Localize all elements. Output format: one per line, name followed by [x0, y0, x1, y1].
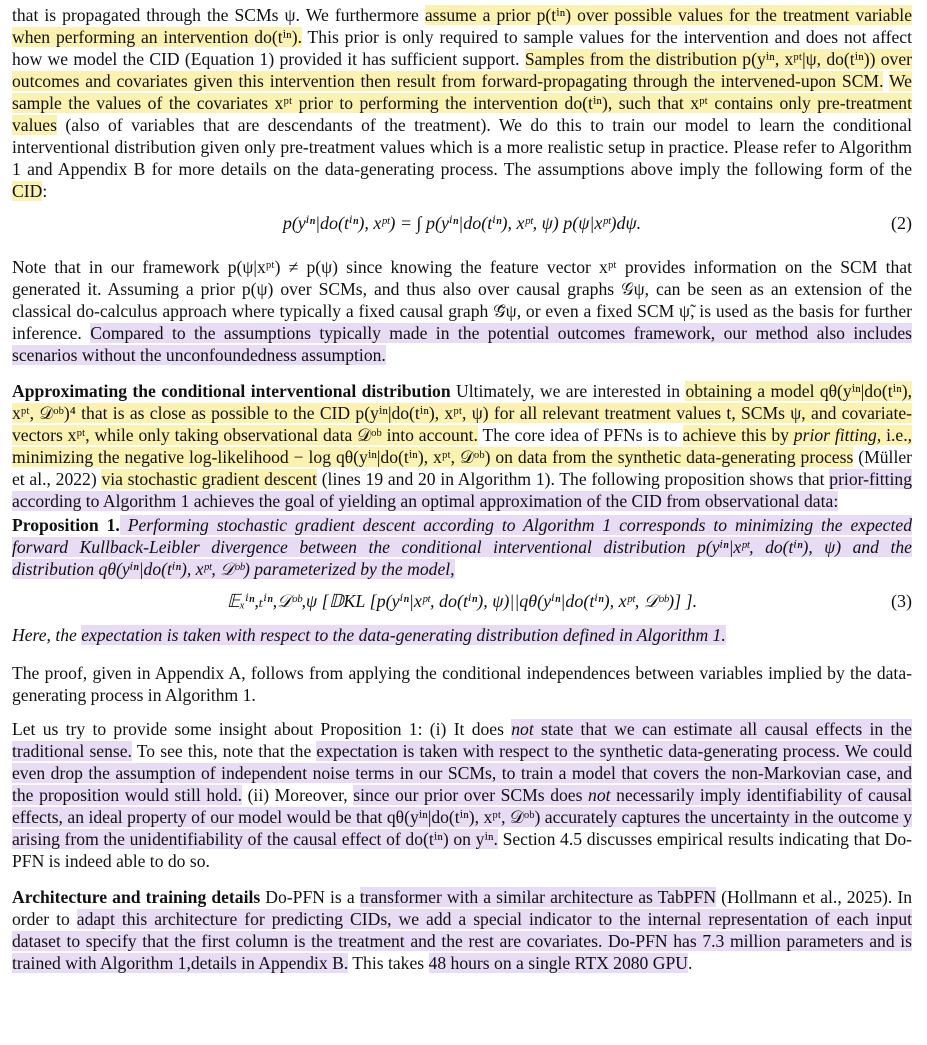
highlight-transformer: transformer with a similar architecture as TabPFN — [359, 887, 717, 907]
equation-3 — [12, 580, 912, 624]
highlight-sgd: via stochastic gradient descent — [101, 469, 317, 489]
equation-2-math: p(yⁱⁿ|do(tⁱⁿ), xᵖᵗ) = ∫ p(yⁱⁿ|do(tⁱⁿ), xᵖᵗ, ψ) p(ψ|xᵖᵗ)dψ. — [282, 213, 642, 233]
highlight-prior: assume a prior p(tⁱⁿ) over possible values for the treatment variable when performing an intervention do(tⁱⁿ). — [12, 5, 913, 47]
paragraph-propagation: that is propagated through the SCMs ψ. We furthermore assume a prior p(tⁱⁿ) over possible values for the treatment variable when performing an intervention do(tⁱⁿ). This prior is only required to sample values for the intervention and does not affect how we model the CID (Equation 1) provided it has sufficient support. Samples from the distribution p(yⁱⁿ, xᵖᵗ|ψ, do(tⁱⁿ)) over outcomes and covariates given this intervention then result from forward-propagating through the intervened-upon SCM. We sample the values of the covariates xᵖᵗ prior to performing the intervention do(tⁱⁿ), such that xᵖᵗ contains only pre-treatment values (also of variables that are descendants of the treatment). We do this to train our model to learn the conditional interventional distribution given only pre-treatment values which is a more realistic setup in practice. Please refer to Algorithm 1 and Appendix B for more details on the data-generating process. The assumptions above imply the following form of the CID: — [12, 5, 913, 201]
paragraph-insight: Let us try to provide some insight about Proposition 1: (i) It does not state that we can estimate all causal effects in the traditional sense. To see this, note that the expectation is taken with respect to the synthetic data-generating process. We could even drop the assumption of independent noise terms in our SCMs, to train a model that covers the non-Markovian case, and the proposition would still hold. (ii) Moreover, since our prior over SCMs does not necessarily imply identifiability of causal effects, an ideal property of our model would be that qθ(yⁱⁿ|do(tⁱⁿ), xᵖᵗ, 𝒟ᵒᵇ) accurately captures the uncertainty in the outcome y arising from the unidentifiability of the causal effect of do(tⁱⁿ) on yⁱⁿ. Section 4.5 discusses empirical results indicating that Do-PFN is indeed able to do so. — [12, 719, 913, 871]
equation-3-math: 𝔼ₓⁱⁿ,ₜⁱⁿ,𝒟ᵒᵇ,ψ [𝔻KL [p(yⁱⁿ|xᵖᵗ, do(tⁱⁿ), ψ)||qθ(yⁱⁿ|do(tⁱⁿ), xᵖᵗ, 𝒟ᵒᵇ)] ]. — [226, 591, 698, 611]
paragraph-expectation-note: Here, the expectation is taken with respect to the data-generating distribution defined in Algorithm 1. — [12, 625, 726, 645]
paragraph-architecture: Architecture and training details Do-PFN is a transformer with a similar architecture as TabPFN (Hollmann et al., 2025). In order to adapt this architecture for predicting CIDs, we add a special indicator to the internal representation of each input dataset to specify that the first column is the treatment and the rest are covariates. Do-PFN has 7.3 million parameters and is trained with Algorithm 1,details in Appendix B. This takes 48 hours on a single RTX 2080 GPU. — [12, 887, 912, 973]
highlight-samples: Samples from the distribution p(yⁱⁿ, xᵖᵗ|ψ, do(tⁱⁿ)) over outcomes and covariates given this intervention then result from forward-propagating through the intervened-upon SCM. — [12, 49, 912, 91]
highlight-gpu: 48 hours on a single RTX 2080 GPU — [428, 953, 688, 973]
section-heading-approximating: Approximating the conditional interventional distribution — [12, 381, 451, 401]
proposition-1 — [12, 514, 912, 580]
highlight-identifiability: necessarily imply identifiability of causal effects, an ideal property of our model would be that qθ(yⁱⁿ|do(tⁱⁿ), xᵖᵗ, 𝒟ᵒᵇ) accurately captures the uncertainty in the outcome y arising from the unidentifiability of the causal effect of do(tⁱⁿ) on yⁱⁿ. — [12, 785, 912, 849]
paper-page — [12, 0, 912, 974]
paragraph-proof: The proof, given in Appendix A, follows from applying the conditional independences between variables implied by the data-generating process in Algorithm 1. — [12, 663, 912, 705]
paragraph-framework-note: Note that in our framework p(ψ|xᵖᵗ) ≠ p(ψ) since knowing the feature vector xᵖᵗ provides information on the SCM that generated it. Assuming a prior p(ψ) over SCMs, and thus also over causal graphs 𝒢ψ, can be seen as an extension of the classical do-calculus approach where typically a fixed causal graph 𝒢̃ψ, or even a fixed SCM ψ̃, is used as the basis for further inference. Compared to the assumptions typically made in the potential outcomes framework, our method also includes scenarios without the unconfoundedness assumption. — [12, 257, 912, 365]
highlight-proposition: Performing stochastic gradient descent according to Algorithm 1 corresponds to minimizing the expected forward Kullback-Leibler divergence between the conditional interventional distribution p(yⁱⁿ|xᵖᵗ, do(tⁱⁿ), ψ) and the distribution qθ(yⁱⁿ|do(tⁱⁿ), xᵖᵗ, 𝒟ᵒᵇ) parameterized by the model, — [12, 515, 912, 579]
highlight-obtaining-model: obtaining a model qθ(yⁱⁿ|do(tⁱⁿ), xᵖᵗ, 𝒟ᵒᵇ)⁴ that is as close as possible to the CID p(yⁱⁿ|do(tⁱⁿ), xᵖᵗ, ψ) for all relevant treatment values t, SCMs ψ, and covariate-vectors xᵖᵗ, while only taking observational data 𝒟ᵒᵇ into account. — [12, 381, 912, 445]
paragraph-approximating: Approximating the conditional interventional distribution Ultimately, we are interested in obtaining a model qθ(yⁱⁿ|do(tⁱⁿ), xᵖᵗ, 𝒟ᵒᵇ)⁴ that is as close as possible to the CID p(yⁱⁿ|do(tⁱⁿ), xᵖᵗ, ψ) for all relevant treatment values t, SCMs ψ, and covariate-vectors xᵖᵗ, while only taking observational data 𝒟ᵒᵇ into account. The core idea of PFNs is to achieve this by prior fitting, i.e., minimizing the negative log-likelihood − log qθ(yⁱⁿ|do(tⁱⁿ), xᵖᵗ, 𝒟ᵒᵇ) on data from the synthetic data-generating process (Müller et al., 2022) via stochastic gradient descent (lines 19 and 20 in Algorithm 1). The following proposition shows that prior-fitting according to Algorithm 1 achieves the goal of yielding an optimal approximation of the CID from observational data: — [12, 381, 912, 511]
equation-2 — [12, 202, 912, 246]
highlight-not-estimate: state that we can estimate all causal effects in the traditional sense. — [12, 719, 912, 761]
highlight-prior-fitting: prior-fitting according to Algorithm 1 achieves the goal of yielding an optimal approximation of the CID from observational data: — [12, 469, 912, 511]
highlight-unconfoundedness: Compared to the assumptions typically made in the potential outcomes framework, our method also includes scenarios without the unconfoundedness assumption. — [12, 323, 912, 365]
highlight-synthetic-expectation: expectation is taken with respect to the synthetic data-generating process. We could even drop the assumption of independent noise terms in our SCMs, to train a model that covers the non-Markovian case, and the proposition would still hold. — [12, 741, 913, 805]
highlight-cid: CID — [12, 181, 43, 201]
equation-2-number: (2) — [891, 213, 912, 233]
highlight-covariates: We sample the values of the covariates xᵖᵗ prior to performing the intervention do(tⁱⁿ), such that xᵖᵗ contains only pre-treatment values — [12, 71, 912, 135]
highlight-adapt: adapt this architecture for predicting CIDs, we add a special indicator to the internal representation of each input dataset to specify that the first column is the treatment and the rest are covariates. Do-PFN has 7.3 million parameters and is trained with Algorithm 1,details in Appendix B. — [12, 909, 912, 973]
section-heading-architecture: Architecture and training details — [12, 887, 261, 907]
proposition-1-heading: Proposition 1. — [12, 515, 120, 535]
equation-3-number: (3) — [891, 591, 912, 611]
highlight-expectation: expectation is taken with respect to the data-generating distribution defined in Algorithm 1. — [81, 625, 726, 645]
